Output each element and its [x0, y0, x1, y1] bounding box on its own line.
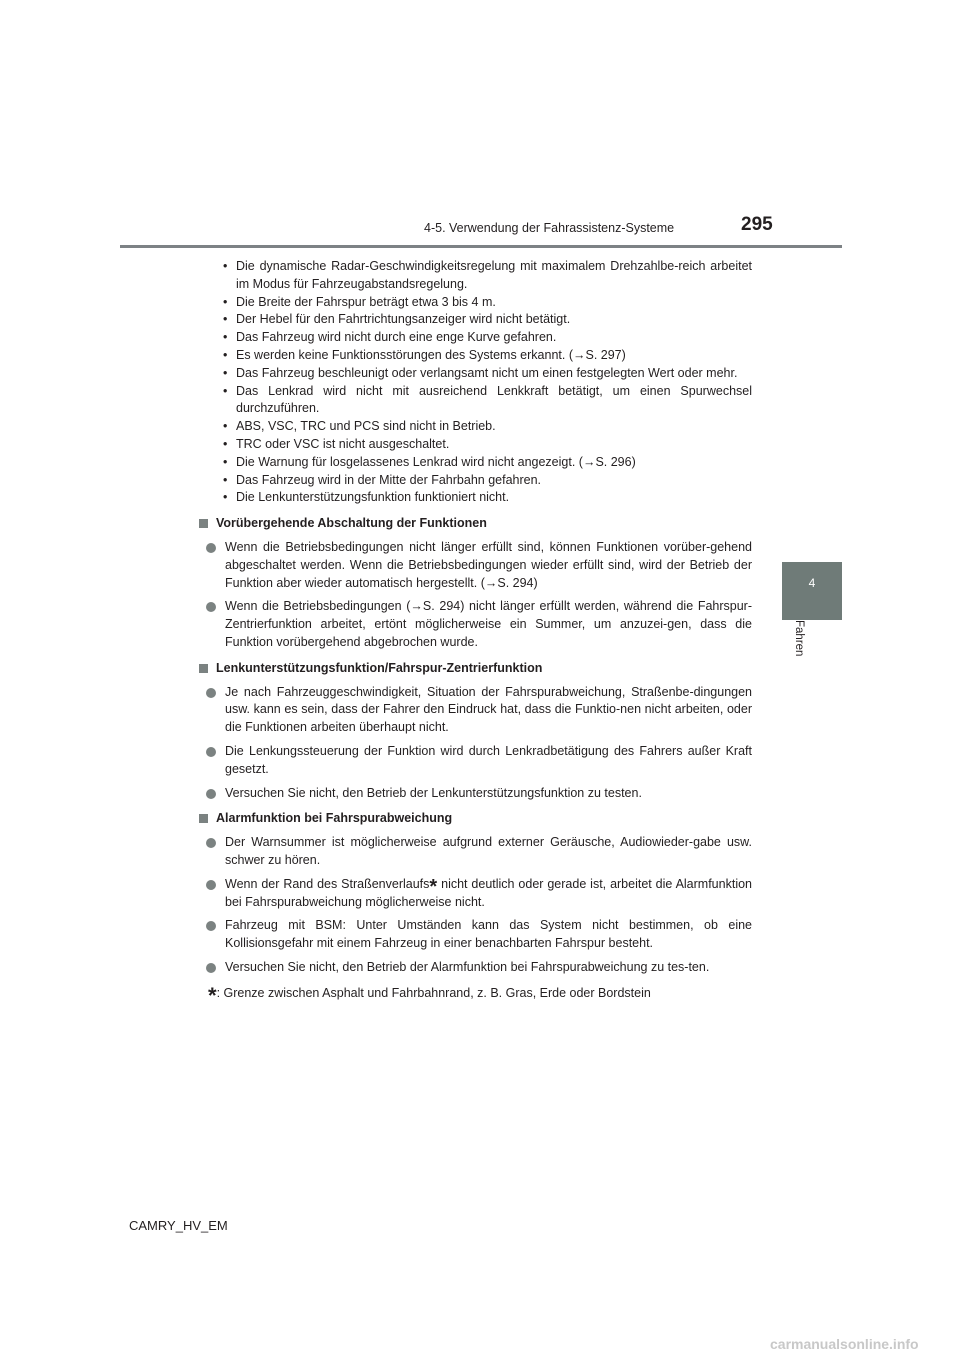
- list-item: • TRC oder VSC ist nicht ausgeschaltet.: [236, 436, 752, 454]
- section-heading: [194, 660, 752, 678]
- list-item: • ABS, VSC, TRC und PCS sind nicht in Betrieb.: [236, 418, 752, 436]
- list-item: • Das Fahrzeug wird in der Mitte der Fahrbahn gefahren.: [236, 472, 752, 490]
- item-text-after: nicht deutlich oder gerade ist, arbeitet die Alarmfunktion bei Fahrspurabweichung möglicherweise nicht.: [225, 876, 752, 909]
- section-heading: [194, 515, 752, 533]
- chapter-tab: [782, 562, 842, 620]
- chapter-label: Fahren: [793, 620, 805, 657]
- item-text: Versuchen Sie nicht, den Betrieb der Alarmfunktion bei Fahrspurabweichung zu tes-ten.: [225, 959, 710, 974]
- main-content: [208, 258, 752, 1008]
- list-item: [216, 876, 752, 912]
- condition-list: [216, 258, 752, 507]
- item-text-before: Wenn der Rand des Straßenverlaufs: [225, 876, 430, 891]
- list-item: [216, 834, 752, 870]
- item-text: Die Lenkungssteuerung der Funktion wird durch Lenkradbetätigung des Fahrers außer Kraft gesetzt.: [225, 743, 752, 776]
- list-item: [216, 743, 752, 779]
- list-item: • Die Breite der Fahrspur beträgt etwa 3 bis 4 m.: [236, 294, 752, 312]
- section-steering-assist: [216, 660, 752, 803]
- list-item: • Das Lenkrad wird nicht mit ausreichend Lenkkraft betätigt, um einen Spurwechsel durchzuführen.: [236, 383, 752, 419]
- footnote: [208, 982, 752, 1008]
- circle-bullet-icon: [206, 789, 216, 799]
- list-item: [216, 539, 752, 592]
- circle-bullet-icon: [206, 747, 216, 757]
- item-text: Je nach Fahrzeuggeschwindigkeit, Situation der Fahrspurabweichung, Straßenbe-dingungen usw. kann es sein, dass der Fahrer den Eindruck hat, dass die Funktio-nen nicht arbeiten, oder die Funktionen arbeiten überhaupt nicht.: [225, 684, 752, 735]
- list-item: [216, 684, 752, 737]
- header-divider: [120, 245, 842, 248]
- circle-bullet-icon: [206, 921, 216, 931]
- section-lane-departure-alert: [216, 810, 752, 976]
- section-heading-text: Alarmfunktion bei Fahrspurabweichung: [216, 811, 453, 826]
- list-item: • Die dynamische Radar-Geschwindigkeitsregelung mit maximalem Drehzahlbe-reich arbeitet im Modus für Fahrzeugabstandsregelung.: [236, 258, 752, 294]
- page-number: 295: [741, 214, 773, 235]
- item-text: Fahrzeug mit BSM: Unter Umständen kann das System nicht bestimmen, ob eine Kollisionsgefahr mit einem Fahrzeug in einer benachbarten Fahrspur besteht.: [225, 918, 752, 951]
- list-item: • Die Lenkunterstützungsfunktion funktioniert nicht.: [236, 489, 752, 507]
- list-item: • Die Warnung für losgelassenes Lenkrad wird nicht angezeigt. (→S. 296): [236, 454, 752, 472]
- list-item: • Das Fahrzeug beschleunigt oder verlangsamt nicht um einen festgelegten Wert oder mehr.: [236, 365, 752, 383]
- item-text: Versuchen Sie nicht, den Betrieb der Lenkunterstützungsfunktion zu testen.: [225, 785, 642, 800]
- list-item: [216, 959, 752, 977]
- footnote-text: : Grenze zwischen Asphalt und Fahrbahnrand, z. B. Gras, Erde oder Bordstein: [216, 985, 651, 1000]
- footnote-star: *: [429, 875, 438, 898]
- circle-bullet-icon: [206, 838, 216, 848]
- item-text: Wenn die Betriebsbedingungen nicht länger erfüllt sind, können Funktionen vorüber-gehend abgeschaltet werden. Wenn die Betriebsbedingungen wieder erfüllt sind, wird der Betrieb der Funktion aber wieder automatisch hergestellt. (→S. 294): [225, 539, 752, 590]
- square-bullet-icon: [199, 814, 208, 823]
- circle-bullet-icon: [206, 880, 216, 890]
- square-bullet-icon: [199, 519, 208, 528]
- list-item: • Es werden keine Funktionsstörungen des Systems erkannt. (→S. 297): [236, 347, 752, 365]
- section-heading-text: Lenkunterstützungsfunktion/Fahrspur-Zentrierfunktion: [216, 660, 543, 675]
- section-heading-text: Vorübergehende Abschaltung der Funktionen: [216, 516, 487, 531]
- item-text: Der Warnsummer ist möglicherweise aufgrund externer Geräusche, Audiowieder-gabe usw. schwer zu hören.: [225, 835, 752, 867]
- watermark: carmanualsonline.info: [770, 1336, 919, 1352]
- circle-bullet-icon: [206, 543, 216, 553]
- list-item: [216, 598, 752, 651]
- document-code: CAMRY_HV_EM: [129, 1218, 228, 1233]
- circle-bullet-icon: [206, 602, 216, 612]
- section-heading: [194, 810, 752, 828]
- list-item: [216, 917, 752, 953]
- section-temporary-shutdown: [216, 515, 752, 652]
- footnote-marker: *: [208, 982, 217, 1008]
- list-item: [216, 785, 752, 803]
- item-text: Wenn die Betriebsbedingungen (→S. 294) nicht länger erfüllt werden, während die Fahrspur-Zentrierfunktion arbeitet, ertönt möglicherweise ein Summer, um anzuzei-gen, dass die Funktion vorübergehend abgebrochen wurde.: [225, 599, 752, 649]
- circle-bullet-icon: [206, 963, 216, 973]
- circle-bullet-icon: [206, 688, 216, 698]
- list-item: • Der Hebel für den Fahrtrichtungsanzeiger wird nicht betätigt.: [236, 311, 752, 329]
- chapter-number: 4: [808, 576, 816, 590]
- list-item: • Das Fahrzeug wird nicht durch eine enge Kurve gefahren.: [236, 329, 752, 347]
- square-bullet-icon: [199, 664, 208, 673]
- header-section-title: 4-5. Verwendung der Fahrassistenz-Systeme: [424, 221, 675, 235]
